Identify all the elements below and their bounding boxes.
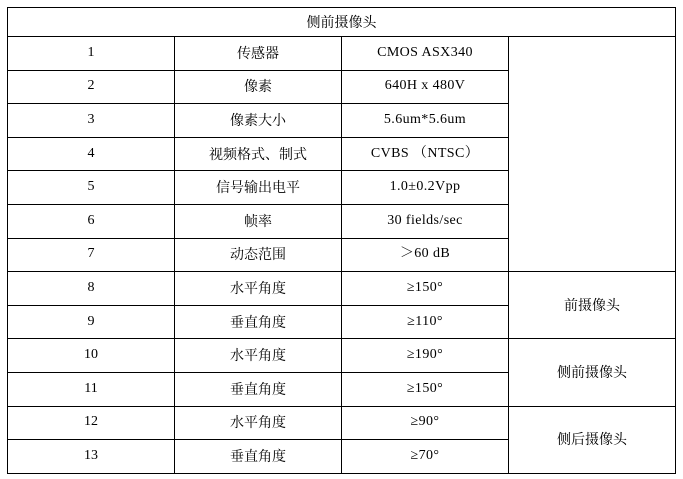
row-value: ≥190° — [342, 339, 509, 373]
row-index: 7 — [8, 238, 175, 272]
row-value: 640H x 480V — [342, 70, 509, 104]
row-value: 5.6um*5.6um — [342, 104, 509, 138]
row-note — [509, 37, 676, 272]
table-row — [8, 37, 676, 71]
row-item: 垂直角度 — [175, 305, 342, 339]
row-value: 1.0±0.2Vpp — [342, 171, 509, 205]
row-index: 11 — [8, 372, 175, 406]
row-index: 1 — [8, 37, 175, 71]
row-value: ≥70° — [342, 440, 509, 474]
row-value: ≥150° — [342, 272, 509, 306]
row-item: 动态范围 — [175, 238, 342, 272]
row-item: 信号输出电平 — [175, 171, 342, 205]
row-value: ≥90° — [342, 406, 509, 440]
row-value: ＞60 dB — [342, 238, 509, 272]
row-index: 4 — [8, 137, 175, 171]
row-index: 8 — [8, 272, 175, 306]
row-item: 垂直角度 — [175, 440, 342, 474]
row-item: 垂直角度 — [175, 372, 342, 406]
row-value: CVBS （NTSC） — [342, 137, 509, 171]
row-item: 水平角度 — [175, 339, 342, 373]
row-value: ≥150° — [342, 372, 509, 406]
row-item: 像素大小 — [175, 104, 342, 138]
row-note: 前摄像头 — [509, 272, 676, 339]
row-index: 10 — [8, 339, 175, 373]
row-value: 30 fields/sec — [342, 204, 509, 238]
row-note: 侧前摄像头 — [509, 339, 676, 406]
row-item: 水平角度 — [175, 272, 342, 306]
row-index: 3 — [8, 104, 175, 138]
row-value: ≥110° — [342, 305, 509, 339]
row-item: 帧率 — [175, 204, 342, 238]
table-row — [8, 272, 676, 306]
row-value: CMOS ASX340 — [342, 37, 509, 71]
table-title-row — [8, 8, 676, 37]
row-index: 2 — [8, 70, 175, 104]
row-item: 视频格式、制式 — [175, 137, 342, 171]
row-index: 9 — [8, 305, 175, 339]
page-title: 侧前摄像头 — [8, 8, 676, 37]
camera-spec-table — [7, 7, 676, 474]
row-item: 像素 — [175, 70, 342, 104]
row-index: 6 — [8, 204, 175, 238]
table-row — [8, 339, 676, 373]
row-item: 传感器 — [175, 37, 342, 71]
row-index: 13 — [8, 440, 175, 474]
row-item: 水平角度 — [175, 406, 342, 440]
row-note: 侧后摄像头 — [509, 406, 676, 473]
row-index: 5 — [8, 171, 175, 205]
table-row — [8, 406, 676, 440]
row-index: 12 — [8, 406, 175, 440]
